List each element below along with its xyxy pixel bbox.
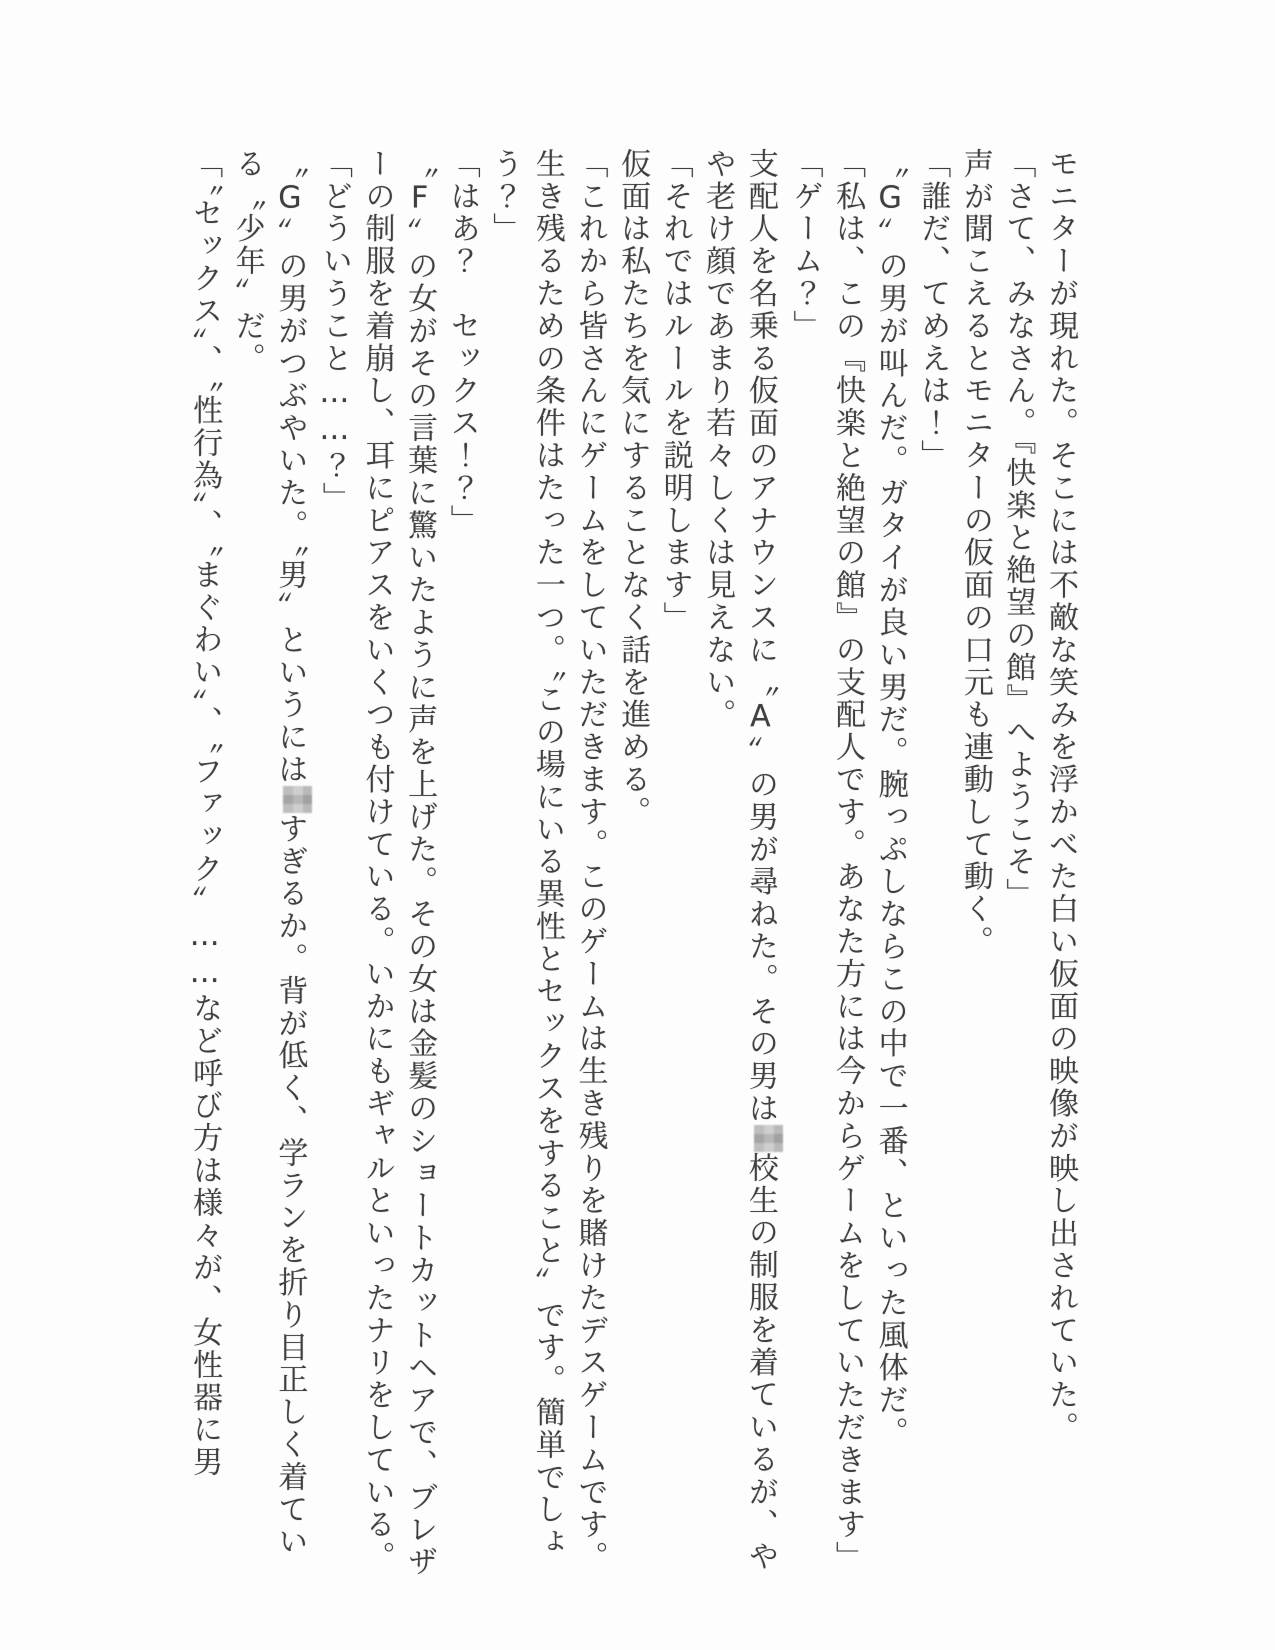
novel-paragraph: 「どういうこと……？」 [316, 148, 352, 515]
novel-paragraph: 「さて、みなさん。『快楽と絶望の館』へようこそ」 [1000, 148, 1036, 911]
censor-mosaic-block [754, 1125, 783, 1152]
novel-paragraph: 「はあ？ セックス！？」 [444, 148, 480, 537]
novel-text-area [183, 148, 1081, 1580]
novel-paragraph: 「私は、この『快楽と絶望の館』の支配人です。あなた方には今からゲームをしていただきます」 [830, 148, 866, 1574]
novel-paragraph: 「これから皆さんにゲームをしていただきます。このゲームは生き残りを賭けたデスゲームです。生き残るための条件はたった一つ。〝この場にいる異性とセックスをすること〟です。簡単でしょう？」 [487, 148, 608, 1574]
novel-paragraph: 仮面は私たちを気にすることなく話を進める。 [615, 148, 651, 829]
novel-paragraph: 「ゲーム？」 [787, 148, 823, 343]
novel-paragraph: 〝G〟の男が叫んだ。ガタイが良い男だ。腕っぷしならこの中で一番、といった風体だ。 [872, 148, 908, 1449]
novel-paragraph: 「〝セックス〟、〝性行為〟、〝まぐわい〟、〝ファック〟……など呼び方は様々が、女性器に男 [187, 148, 223, 1479]
novel-paragraph: 「それではルールを説明します」 [657, 148, 693, 634]
novel-paragraph: 声が聞こえるとモニターの仮面の口元も連動して動く。 [957, 148, 993, 958]
novel-paragraph: 支配人を名乗る仮面のアナウンスに〝A〟の男が尋ねた。その男は校生の制服を着ているが、やや老け顔であまり若々しくは見えない。 [696, 148, 783, 1580]
novel-paragraph: 〝F〟の女がその言葉に驚いたように声を上げた。その女は金髪のショートカットヘアで、ブレザーの制服を着崩し、耳にピアスをいくつも付けている。いかにもギャルといったナリをしている。 [359, 148, 438, 1579]
novel-paragraph: 「誰だ、てめえは！」 [915, 148, 951, 472]
novel-paragraph: 〝G〟の男がつぶやいた。〝男〟というにはすぎるか。背が低く、学ランを折り目正しく着ている〝少年〟だ。 [225, 148, 312, 1580]
censor-mosaic-block [283, 786, 312, 813]
novel-paragraph: モニターが現れた。そこには不敵な笑みを浮かべた白い仮面の映像が映し出されていた。 [1043, 148, 1078, 1444]
